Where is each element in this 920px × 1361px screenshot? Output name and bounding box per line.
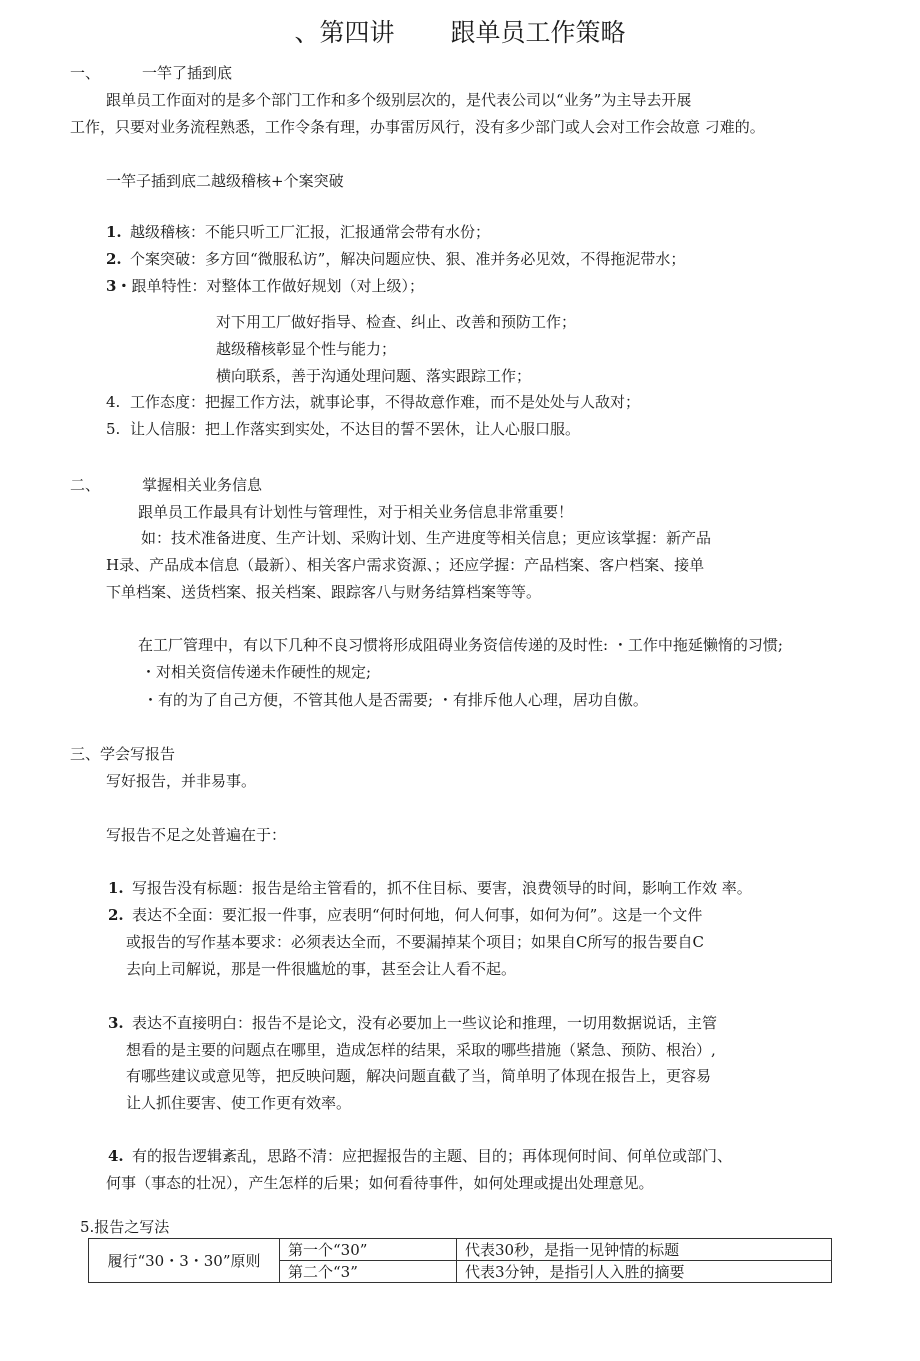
report-method-heading: 5.报告之写法 (80, 1218, 170, 1236)
table-cell-label: 第一个“30” (280, 1239, 457, 1261)
report-point-number: 2. (108, 906, 124, 924)
section2-line: 跟单员工作最具有计划性与管理性，对于相关业务信息非常重要！ (138, 503, 574, 521)
list-item-text: 跟单特性：对整体工作做好规划（对上级）； (131, 277, 424, 295)
report-point-continuation: 何事（事态的壮况），产生怎样的后果；如何看待事件，如何处理或提出处理意见。 (106, 1174, 654, 1192)
title-lecture-number: 、第四讲 (294, 18, 395, 47)
report-point-continuation: 有哪些建议或意见等，把反映问题，解决问题直截了当，简单明了体现在报告上，更容易 (126, 1067, 712, 1085)
table-cell-desc: 代表3分钟，是指引人入胜的摘要 (457, 1261, 832, 1283)
list-item-text: 让人信服：把丄作落实到实处，不达目的誓不罢休，让人心服口服。 (130, 420, 581, 438)
section2-bullet: ・有的为了自己方便，不管其他人是否需要; ・有排斥他人心理，居功自傲。 (143, 691, 648, 709)
section1-para-line2: 工作，只要对业务流程熟悉，工作令条有理，办事雷厉风行，没有多少部门或人会对工作会故意 刁难的。 (70, 118, 765, 136)
report-point (108, 1146, 732, 1166)
section3-intro2: 写报告不足之处普遍在于： (106, 826, 287, 844)
list-item-number: 5. (106, 420, 121, 438)
section1-heading (70, 63, 232, 83)
list-item-number: 3・ (106, 277, 132, 295)
report-point-continuation: 想看的是主要的问题点在哪里，造成怎样的结果，采取的哪些措施（紧急、预防、根治）, (126, 1041, 716, 1059)
page-title (0, 16, 920, 50)
sub-item: 越级稽核彰显个性与能力； (216, 340, 397, 358)
section2-line: H录、产品成本信息（最新）、相关客户需求资源、；还应学握：产品档案、客户档案、接单 (106, 556, 705, 574)
list-item-number: 4. (106, 393, 121, 411)
table-principle-cell: 履行“30・3・30”原则 (89, 1239, 280, 1283)
report-method-table (88, 1238, 832, 1283)
list-item (106, 419, 580, 439)
report-point (108, 905, 702, 925)
section3-heading: 三、学会写报告 (70, 745, 176, 763)
sub-item: 对下用工厂做好指导、检查、纠止、改善和预防工作； (216, 313, 577, 331)
report-point-text: 表达不全面：要汇报一件事，应表明“何时何地，何人何事，如何为何”。这是一个文件 (132, 906, 703, 924)
report-point-continuation: 去向上司解说，那是一件很尴尬的事，甚至会让人看不起。 (126, 960, 517, 978)
list-item-number: 2. (106, 250, 122, 268)
report-point-number: 4. (108, 1147, 124, 1165)
report-point-number: 3. (108, 1014, 124, 1032)
report-point-text: 有的报告逻辑紊乱，思路不清：应把握报告的主题、目的；再体现何时间、何单位或部门、 (132, 1147, 733, 1165)
list-item (106, 249, 685, 269)
section2-line: 在工厂管理中，有以下几种不良习惯将形成阻碍业务资信传递的及时性: ・工作中拖延懒惰的习惯; (138, 636, 783, 654)
section1-para-line1: 跟单员工作面对的是多个部门工作和多个级别层次的，是代表公司以“业务”为主导去开展 (106, 91, 692, 109)
table-row (89, 1239, 832, 1261)
section2-bullet: ・对相关资信传递未作硬性的规定; (141, 663, 372, 681)
report-point-text: 表达不直接明白：报告不是论文，没有必要加上一些议论和推理，一切用数据说话，主管 (132, 1014, 718, 1032)
title-topic: 跟单员工作策略 (450, 18, 626, 47)
sub-item: 横向联系，善于沟通处理问题、落实跟踪工作； (216, 367, 532, 385)
report-point (108, 1013, 717, 1033)
section2-heading (70, 475, 262, 495)
section2-title: 掌握相关业务信息 (142, 476, 263, 494)
report-point-number: 1. (108, 879, 124, 897)
list-item-number: 1. (106, 223, 122, 241)
report-point-continuation: 或报告的写作基本要求：必须表达全而，不要漏掉某个项目；如果自C所写的报告要自C (126, 933, 704, 951)
section3-intro: 写好报告，并非易事。 (106, 772, 257, 790)
section2-number: 二、 (70, 476, 101, 494)
section2-line: 下单档案、送货档案、报关档案、跟踪客八与财务结算档案等等。 (106, 583, 542, 601)
list-item-text: 越级稽核：不能只听工厂汇报，汇报通常会带有水份； (130, 223, 491, 241)
section1-title: 一竿了插到底 (142, 64, 233, 82)
section1-subtitle: 一竿子插到底二越级稽核+个案突破 (106, 172, 344, 190)
list-item (106, 222, 490, 242)
list-item-text: 个案突破：多方回“微服私访”，解决问题应快、狠、准并务必见效，不得拖泥带水； (130, 250, 686, 268)
section2-line: 如：技术准备进度、生产计划、采购计划、生产进度等相关信息；更应该掌握：新产品 (141, 529, 712, 547)
report-point-continuation: 让人抓住要害、使工作更有效率。 (126, 1094, 352, 1112)
list-item (106, 276, 424, 296)
list-item-text: 工作态度：把握工作方法，就事论事，不得故意作难，而不是处处与人敌对； (130, 393, 641, 411)
report-point (108, 878, 752, 898)
report-point-text: 写报告没有标题：报告是给主管看的，抓不住目标、要害，浪费领导的时间，影响工作效 率。 (132, 879, 752, 897)
list-item (106, 392, 640, 412)
table-cell-label: 第二个“3” (280, 1261, 457, 1283)
section1-number: 一、 (70, 64, 101, 82)
table-cell-desc: 代表30秒，是指一见钟情的标题 (457, 1239, 832, 1261)
